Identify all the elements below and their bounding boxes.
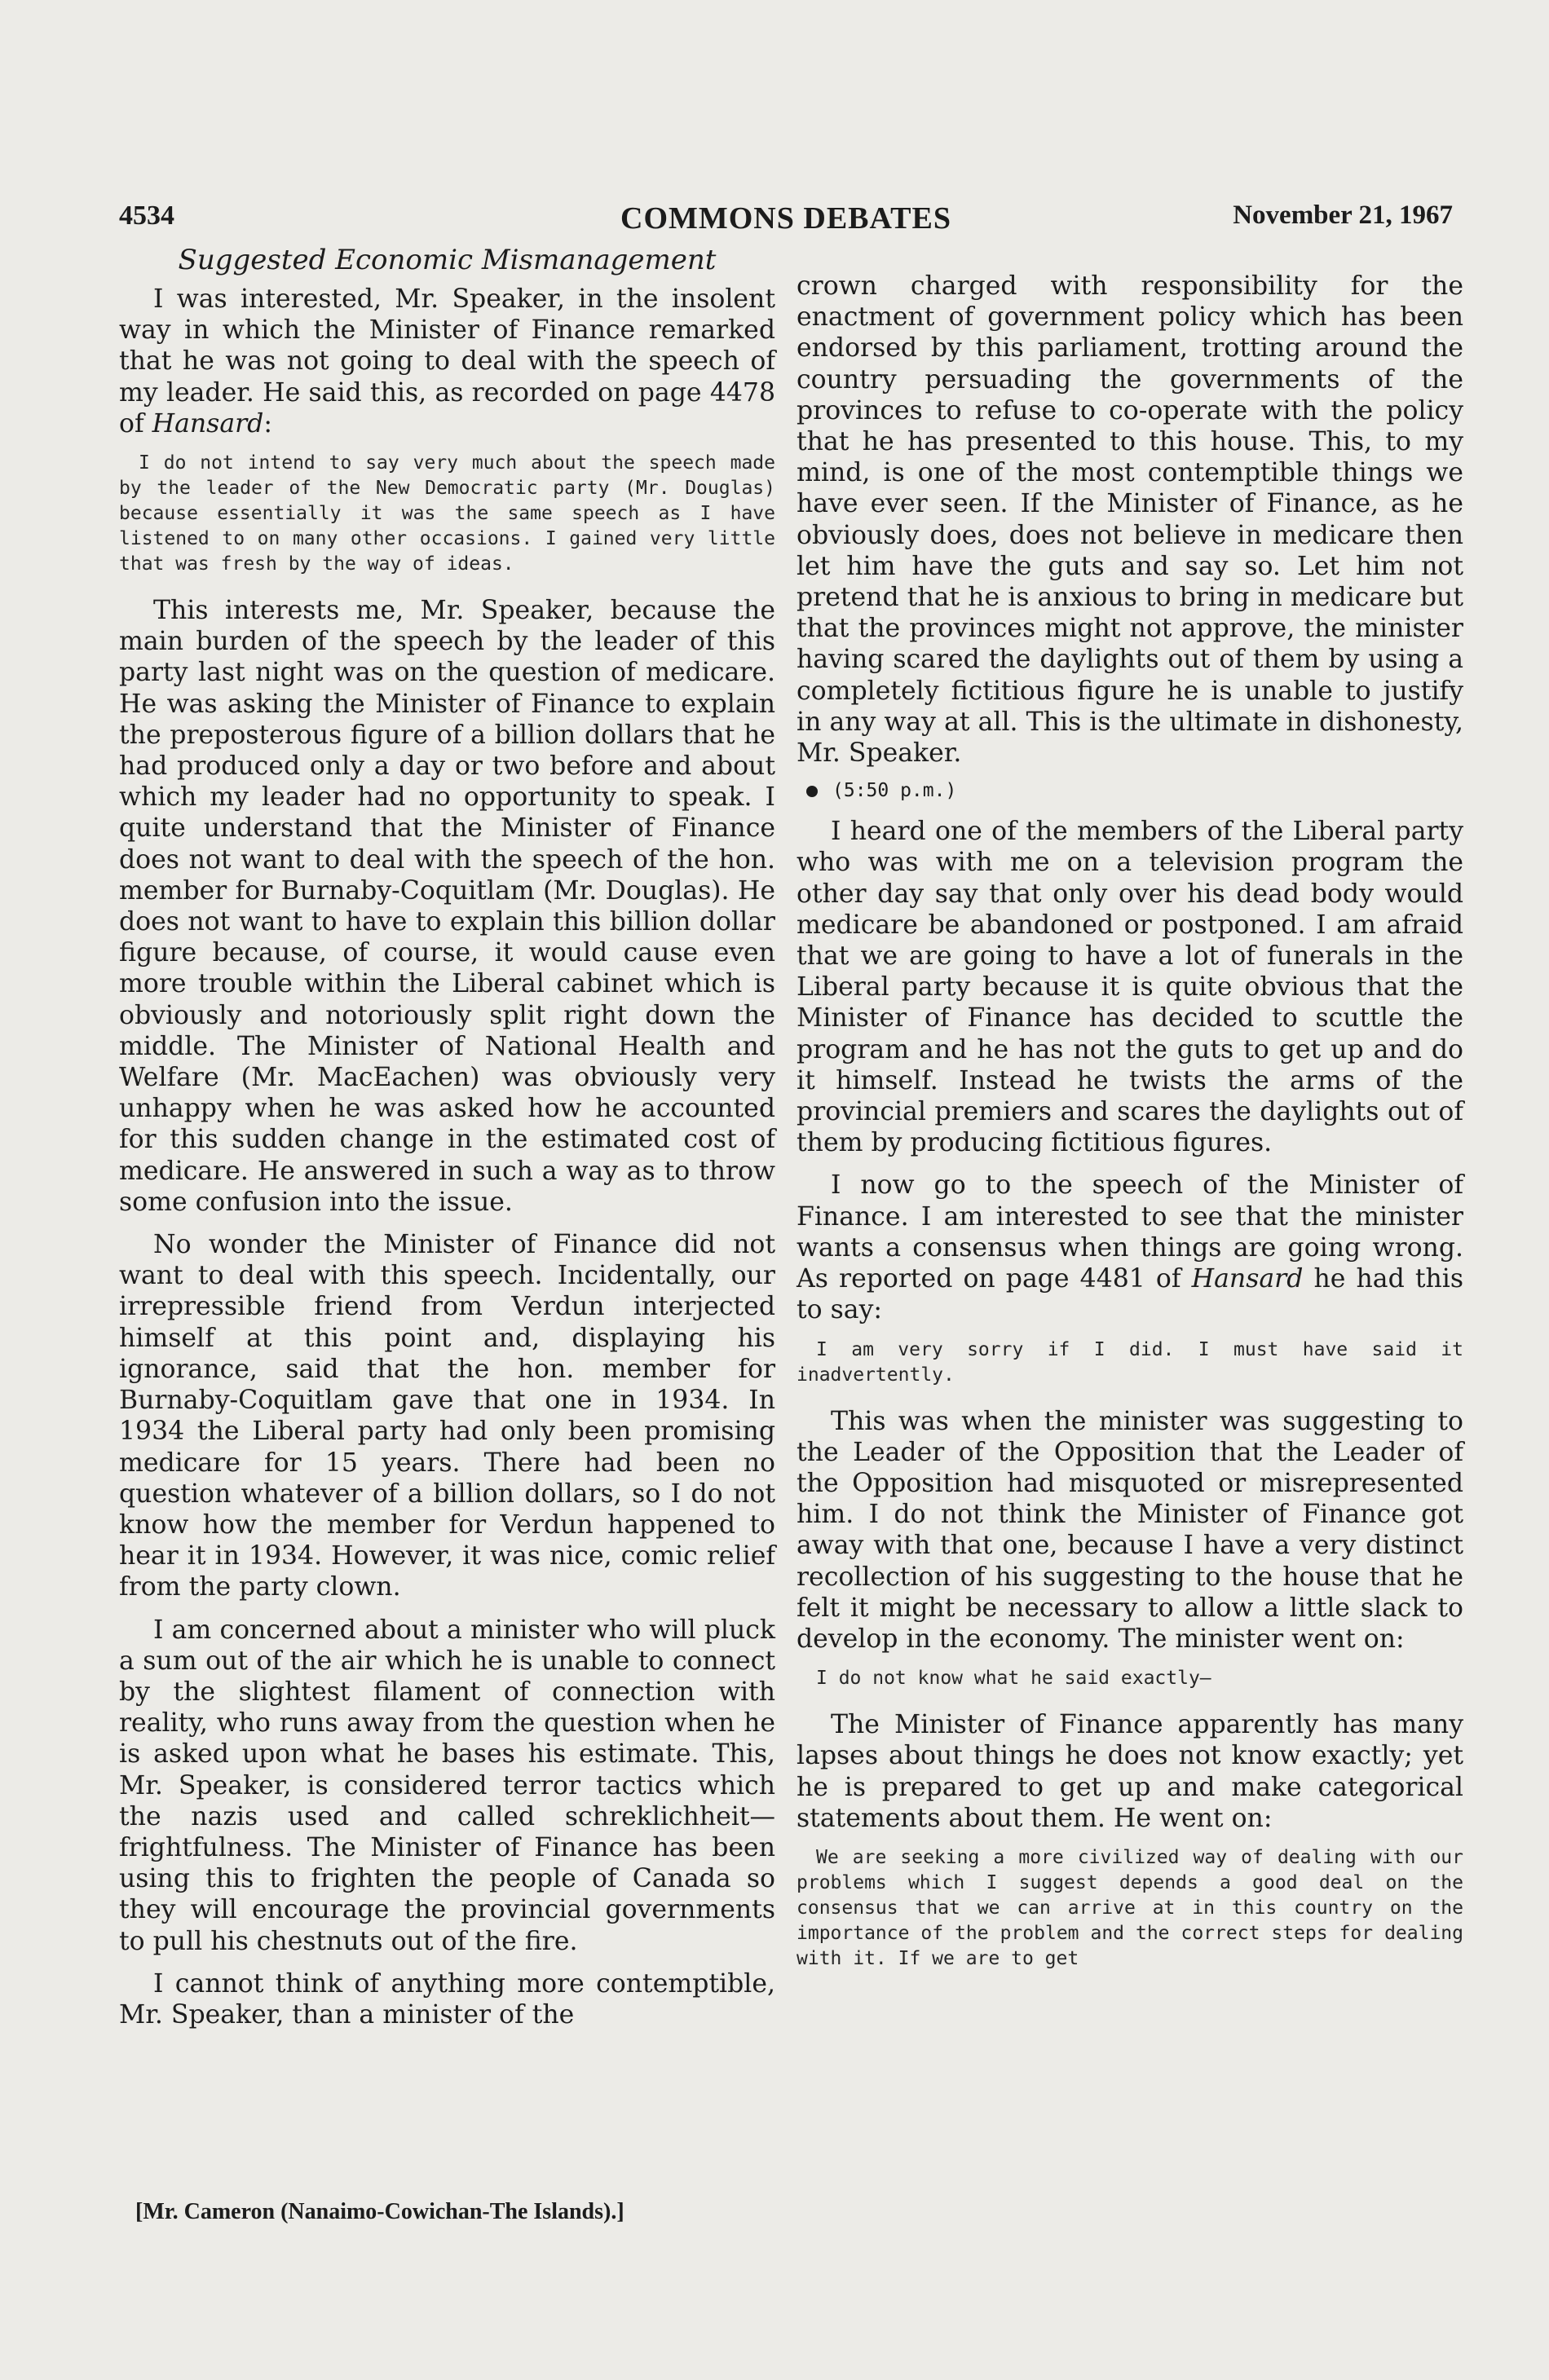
left-column (119, 243, 775, 2042)
header-date: November 21, 1967 (1233, 201, 1453, 230)
right-column (797, 271, 1463, 1990)
journal-title: COMMONS DEBATES (620, 201, 951, 236)
paragraph: I heard one of the members of the Liberal party who was with me on a television program the other day say that only over his dead body would medicare be abandoned or postponed. I am afraid that we are going to have a lot of funerals in the Liberal party because it is quite obvious that the Minister of Finance has decided to scuttle the program and he has not the guts to get up and do it himself. Instead he twists the arms of the provincial premiers and scares the daylights out of them by producing fictitious figures. (797, 817, 1463, 1158)
paragraph: I was interested, Mr. Speaker, in the insolent way in which the Minister of Finance remarked that he was not going to deal with the speech of my leader. He said this, as recorded on page 4478 of Hansard: (119, 284, 775, 439)
paragraph: I cannot think of anything more contemptible, Mr. Speaker, than a minister of the (119, 1968, 775, 2030)
time-marker: (5:50 p.m.) (806, 780, 1463, 801)
page-header (119, 201, 1453, 240)
hansard-reference: Hansard (152, 408, 264, 439)
hansard-reference: Hansard (1191, 1264, 1304, 1294)
paragraph: This was when the minister was suggesting to the Leader of the Opposition that the Leader of the Opposition had misquoted or misrepresented him. I do not think the Minister of Finance got away with that one, because I have a very distinct recollection of his suggesting to the house that he felt it might be necessary to allow a little slack to develop in the economy. The minister went on: (797, 1406, 1463, 1654)
paragraph: This interests me, Mr. Speaker, because the main burden of the speech by the leader of this party last night was on the question of medicare. He was asking the Minister of Finance to explain the preposterous figure of a billion dollars that he had produced only a day or two before and about which my leader had no opportunity to speak. I quite understand that the Minister of Finance does not want to deal with the speech of the hon. member for Burnaby-Coquitlam (Mr. Douglas). He does not want to have to explain this billion dollar figure because, of course, it would cause even more trouble within the Liberal cabinet which is obviously and notoriously split right down the middle. The Minister of National Health and Welfare (Mr. MacEachen) was obviously very unhappy when he was asked how he accounted for this sudden change in the estimated cost of medicare. He answered in such a way as to throw some confusion into the issue. (119, 596, 775, 1217)
block-quote: I do not know what he said exactly— (816, 1668, 1211, 1690)
page-number: 4534 (119, 201, 174, 231)
speaker-attribution: [Mr. Cameron (Nanaimo-Cowichan-The Islands).] (135, 2199, 624, 2224)
section-title: Suggested Economic Mismanagement (178, 244, 717, 276)
paragraph: I now go to the speech of the Minister of Finance. I am interested to see that the minister wants a consensus when things are going wrong. As reported on page 4481 of Hansard he had this to say: (797, 1170, 1464, 1325)
paragraph: I am concerned about a minister who will pluck a sum out of the air which he is unable to connect by the slightest filament of connection with reality, who runs away from the question when he is asked upon what he bases his estimate. This, Mr. Speaker, is considered terror tactics which the nazis used and called schreklichheit—frightfulness. The Minister of Finance has been using this to frighten the people of Canada so they will encourage the provincial governments to pull his chestnuts out of the fire. (119, 1615, 775, 1956)
paragraph: crown charged with responsibility for the enactment of government policy which has been endorsed by this parliament, trotting around the country persuading the governments of the provinces to refuse to co-operate with the policy that he has presented to this house. This, to my mind, is one of the most contemptible things we have ever seen. If the Minister of Finance, as he obviously does, does not believe in medicare then let him have the guts and say so. Let him not pretend that he is anxious to bring in medicare but that the provinces might not approve, the minister having scared the daylights out of them by using a completely fictitious figure he is unable to justify in any way at all. This is the ultimate in dishonesty, Mr. Speaker. (797, 271, 1463, 769)
paragraph: No wonder the Minister of Finance did not want to deal with this speech. Incidentally, our irrepressible friend from Verdun interjected himself at this point and, displaying his ignorance, said that the hon. member for Burnaby-Coquitlam gave that one in 1934. In 1934 the Liberal party had only been promising medicare for 15 years. There had been no question whatever of a billion dollars, so I do not know how the member for Verdun happened to hear it in 1934. However, it was nice, comic relief from the party clown. (119, 1230, 775, 1602)
block-quote: We are seeking a more civilized way of dealing with our problems which I suggest depends a good deal on the consensus that we can arrive at in this country on the importance of the problem and the correct steps for dealing with it. If we are to get (797, 1846, 1463, 1969)
paragraph: The Minister of Finance apparently has many lapses about things he does not know exactly; yet he is prepared to get up and make categorical statements about them. He went on: (797, 1710, 1463, 1833)
block-quote: I am very sorry if I did. I must have said it inadvertently. (797, 1338, 1463, 1386)
bullet-icon (806, 786, 818, 797)
block-quote: I do not intend to say very much about the speech made by the leader of the New Democratic party (Mr. Douglas) because essentially it was the same speech as I have listened to on many other occasions. I gained very little that was fresh by the way of ideas. (119, 452, 775, 575)
